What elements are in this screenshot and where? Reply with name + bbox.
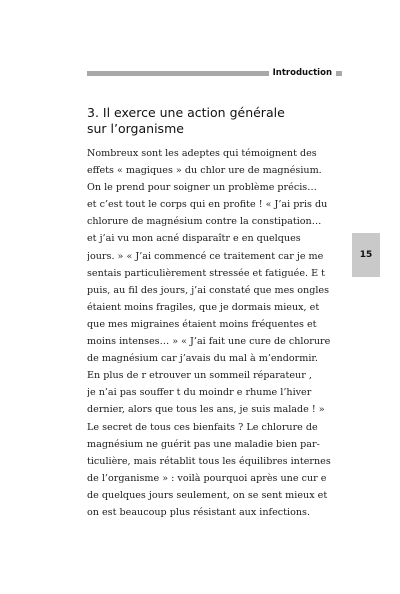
text-line: et c’est tout le corps qui en profite ! « J’ai pris du: [87, 199, 328, 211]
page-number-tab: [352, 233, 380, 277]
text-line: étaient moins fragiles, que je dormais mieux, et: [87, 301, 320, 313]
page-number: 15: [359, 250, 373, 260]
text-line: de l’organisme » : voilà pourquoi après une cur e: [87, 472, 327, 484]
text-line: Nombreux sont les adeptes qui témoignent des: [87, 148, 317, 159]
text-line: moins intenses… » « J’ai fait une cure de chlorure: [87, 336, 331, 348]
text-line: puis, au fil des jours, j’ai constaté que mes ongles: [87, 284, 330, 296]
text-line: je n’ai pas souffer t du moindr e rhume l’hiver: [87, 387, 312, 399]
header-label: Introduction: [272, 68, 332, 78]
text-line: Le secret de tous ces bienfaits ? Le chlorure de: [87, 421, 318, 433]
text-line: on est beaucoup plus résistant aux infections.: [87, 506, 311, 518]
text-line: de quelques jours seulement, on se sent mieux et: [87, 489, 328, 501]
header-rule-right: [336, 71, 342, 76]
text-line: ticulière, mais rétablit tous les équilibres internes: [87, 455, 331, 467]
text-line: sentais particulièrement stressée et fatiguée. E t: [87, 267, 326, 279]
text-line: jours. » « J’ai commencé ce traitement car je me: [87, 250, 324, 262]
header-rule-left: [87, 71, 269, 76]
body-paragraph: [87, 145, 339, 521]
text-line: chlorure de magnésium contre la constipation…: [87, 216, 322, 228]
section-title-line-2: sur l’organisme: [87, 121, 184, 136]
section-title: [87, 105, 347, 137]
text-line: dernier, alors que tous les ans, je suis malade ! »: [87, 404, 325, 416]
text-line: que mes migraines étaient moins fréquentes et: [87, 318, 317, 330]
section-title-line-1: 3. Il exerce une action générale: [87, 105, 285, 120]
text-line: magnésium ne guérit pas une maladie bien par-: [87, 438, 320, 450]
text-line: On le prend pour soigner un problème précis…: [87, 182, 317, 194]
text-line: effets « magiques » du chlor ure de magnésium.: [87, 165, 322, 177]
text-line: de magnésium car j’avais du mal à m’endormir.: [87, 353, 318, 365]
text-line: et j’ai vu mon acné disparaîtr e en quelques: [87, 233, 301, 245]
text-line: En plus de r etrouver un sommeil réparateur ,: [87, 370, 312, 382]
running-header: [87, 66, 342, 80]
